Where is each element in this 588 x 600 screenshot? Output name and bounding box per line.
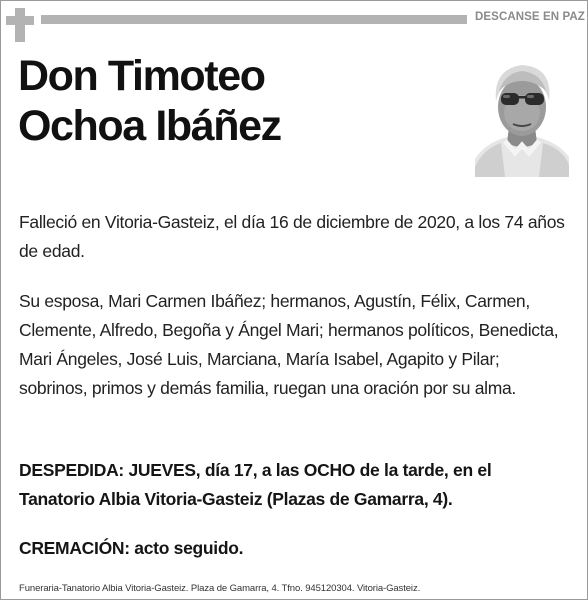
portrait-photo	[475, 57, 569, 177]
cremation-paragraph: CREMACIÓN: acto seguido.	[19, 538, 244, 558]
funeral-home-footer: Funeraria-Tanatorio Albia Vitoria-Gasteiz. Plaza de Gamarra, 4. Tfno. 945120304. Vitoria-Gasteiz.	[19, 583, 421, 594]
rest-in-peace-label: DESCANSE EN PAZ	[475, 11, 585, 23]
deceased-name	[18, 51, 281, 151]
cross-icon	[6, 8, 34, 42]
family-paragraph: Su esposa, Mari Carmen Ibáñez; hermanos, Agustín, Félix, Carmen, Clemente, Alfredo, Begoña y Ángel Mari; hermanos políticos, Benedicta, Mari Ángeles, José Luis, Marciana, María Isabel, Agapito y Pilar; sobrinos, primos y demás familia, ruegan una oración por su alma.	[19, 291, 559, 398]
name-line-2: Ochoa Ibáñez	[18, 102, 281, 150]
header-rule	[41, 15, 467, 24]
death-notice-paragraph: Falleció en Vitoria-Gasteiz, el día 16 de diciembre de 2020, a los 74 años de edad.	[19, 212, 565, 261]
name-line-1: Don Timoteo	[18, 52, 265, 100]
farewell-paragraph: DESPEDIDA: JUEVES, día 17, a las OCHO de la tarde, en el Tanatorio Albia Vitoria-Gasteiz (Plazas de Gamarra, 4).	[19, 460, 492, 509]
